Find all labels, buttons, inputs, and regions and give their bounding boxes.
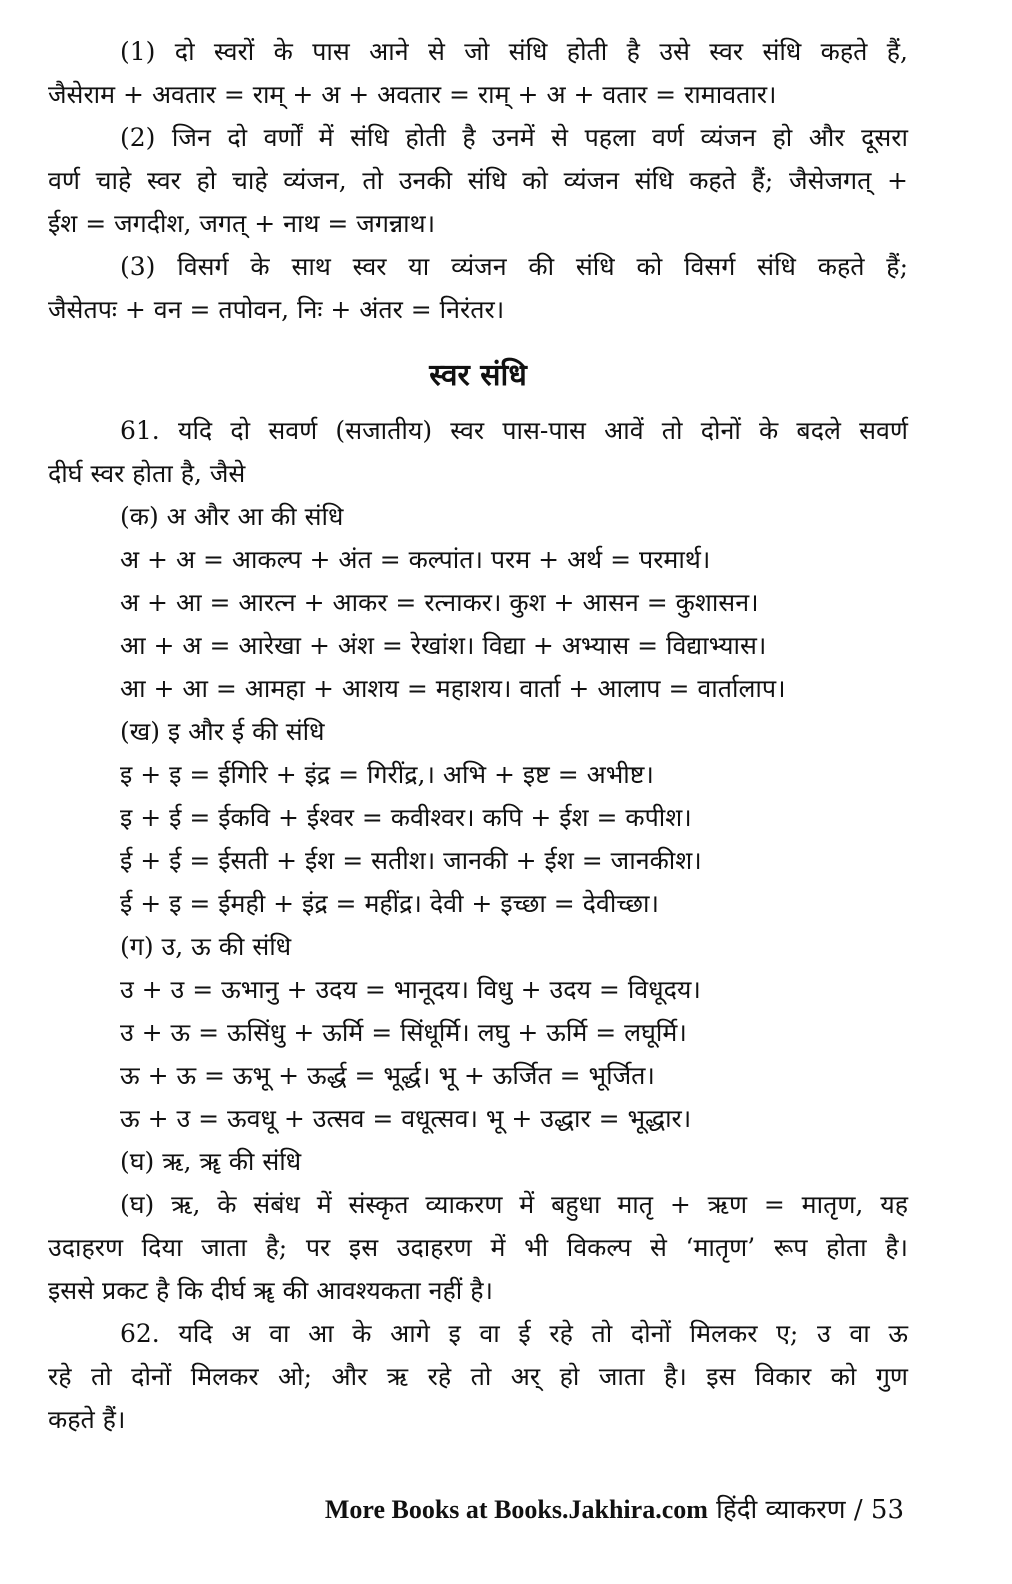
page-body: [48, 30, 908, 1441]
paragraph-swar-sandhi-definition: [48, 30, 908, 116]
subsection-u-uu: [48, 925, 908, 1140]
example-line: इ + ई = ईकवि + ईश्वर = कवीश्वर। कपि + ईश = कपीश।: [120, 803, 692, 832]
rule-62: [48, 1312, 908, 1441]
example-line: आ + आ = आमहा + आशय = महाशय। वार्ता + आलाप = वार्तालाप।: [120, 674, 786, 703]
rule-61: [48, 409, 908, 495]
example-line: इ + इ = ईगिरि + इंद्र = गिरींद्र,। अभि + इष्ट = अभीष्ट।: [120, 760, 654, 789]
subsection-title: (ग) उ, ऊ की संधि: [120, 932, 292, 961]
text-line: 62. यदि अ वा आ के आगे इ वा ई रहे तो दोनों मिलकर ए; उ वा ऊ: [120, 1319, 908, 1348]
note-ri: [48, 1183, 908, 1312]
footer-book-title: हिंदी व्याकरण: [716, 1495, 846, 1525]
paragraph-visarg-sandhi-definition: [48, 245, 908, 331]
subsection-title: (घ) ऋ, ॠ की संधि: [120, 1147, 302, 1176]
example-line: ई + ई = ईसती + ईश = सतीश। जानकी + ईश = जानकीश।: [120, 846, 702, 875]
text-line: उदाहरण दिया जाता है; पर इस उदाहरण में भी विकल्प से ‘मातृण’ रूप होता है।: [48, 1233, 908, 1262]
text-line: दीर्घ स्वर होता है, जैसे: [48, 459, 246, 488]
footer-site-link[interactable]: More Books at Books.Jakhira.com: [324, 1495, 708, 1524]
text-line: जैसेतपः + वन = तपोवन, निः + अंतर = निरंतर।: [48, 295, 505, 324]
text-line: जैसेराम + अवतार = राम् + अ + अवतार = राम् + अ + वतार = रामावतार।: [48, 80, 777, 109]
paragraph-vyanjan-sandhi-definition: [48, 116, 908, 245]
page-number: 53: [870, 1495, 904, 1525]
example-line: ई + इ = ईमही + इंद्र = महींद्र। देवी + इच्छा = देवीच्छा।: [120, 889, 659, 918]
section-heading: स्वर संधि: [429, 358, 527, 393]
subsection-i-ii: [48, 710, 908, 925]
text-line: कहते हैं।: [48, 1405, 126, 1434]
subsection-ri: [48, 1140, 908, 1183]
example-line: उ + ऊ = ऊसिंधु + ऊर्मि = सिंधूर्मि। लघु + ऊर्मि = लघूर्मि।: [120, 1018, 687, 1047]
text-line: (3) विसर्ग के साथ स्वर या व्यंजन की संधि को विसर्ग संधि कहते हैं;: [120, 252, 908, 281]
subsection-title: (ख) इ और ई की संधि: [120, 717, 325, 746]
example-line: अ + अ = आकल्प + अंत = कल्पांत। परम + अर्थ = परमार्थ।: [120, 545, 711, 574]
example-line: ऊ + ऊ = ऊभू + ऊर्द्ध = भूर्द्ध। भू + ऊर्जित = भूर्जित।: [120, 1061, 655, 1090]
text-line: (घ) ऋ, के संबंध में संस्कृत व्याकरण में बहुधा मातृ + ऋण = मातृण, यह: [120, 1190, 908, 1219]
example-line: आ + अ = आरेखा + अंश = रेखांश। विद्या + अभ्यास = विद्याभ्यास।: [120, 631, 767, 660]
text-line: वर्ण चाहे स्वर हो चाहे व्यंजन, तो उनकी संधि को व्यंजन संधि कहते हैं; जैसेजगत् +: [48, 166, 908, 195]
example-line: ऊ + उ = ऊवधू + उत्सव = वधूत्सव। भू + उद्धार = भूद्धार।: [120, 1104, 692, 1133]
text-line: (1) दो स्वरों के पास आने से जो संधि होती है उसे स्वर संधि कहते हैं,: [120, 37, 908, 66]
example-line: उ + उ = ऊभानु + उदय = भानूदय। विधु + उदय = विधूदय।: [120, 975, 701, 1004]
example-line: अ + आ = आरत्न + आकर = रत्नाकर। कुश + आसन = कुशासन।: [120, 588, 759, 617]
text-line: इससे प्रकट है कि दीर्घ ॠ की आवश्यकता नहीं है।: [48, 1276, 493, 1305]
text-line: ईश = जगदीश, जगत् + नाथ = जगन्नाथ।: [48, 209, 436, 238]
footer-separator: /: [853, 1495, 863, 1525]
text-line: 61. यदि दो सवर्ण (सजातीय) स्वर पास-पास आवें तो दोनों के बदले सवर्ण: [120, 416, 908, 445]
page-footer: [325, 1490, 904, 1526]
text-line: (2) जिन दो वर्णों में संधि होती है उनमें से पहला वर्ण व्यंजन हो और दूसरा: [120, 123, 908, 152]
subsection-title: (क) अ और आ की संधि: [120, 502, 344, 531]
subsection-a-aa: [48, 495, 908, 710]
text-line: रहे तो दोनों मिलकर ओ; और ऋ रहे तो अर् हो जाता है। इस विकार को गुण: [48, 1362, 908, 1391]
